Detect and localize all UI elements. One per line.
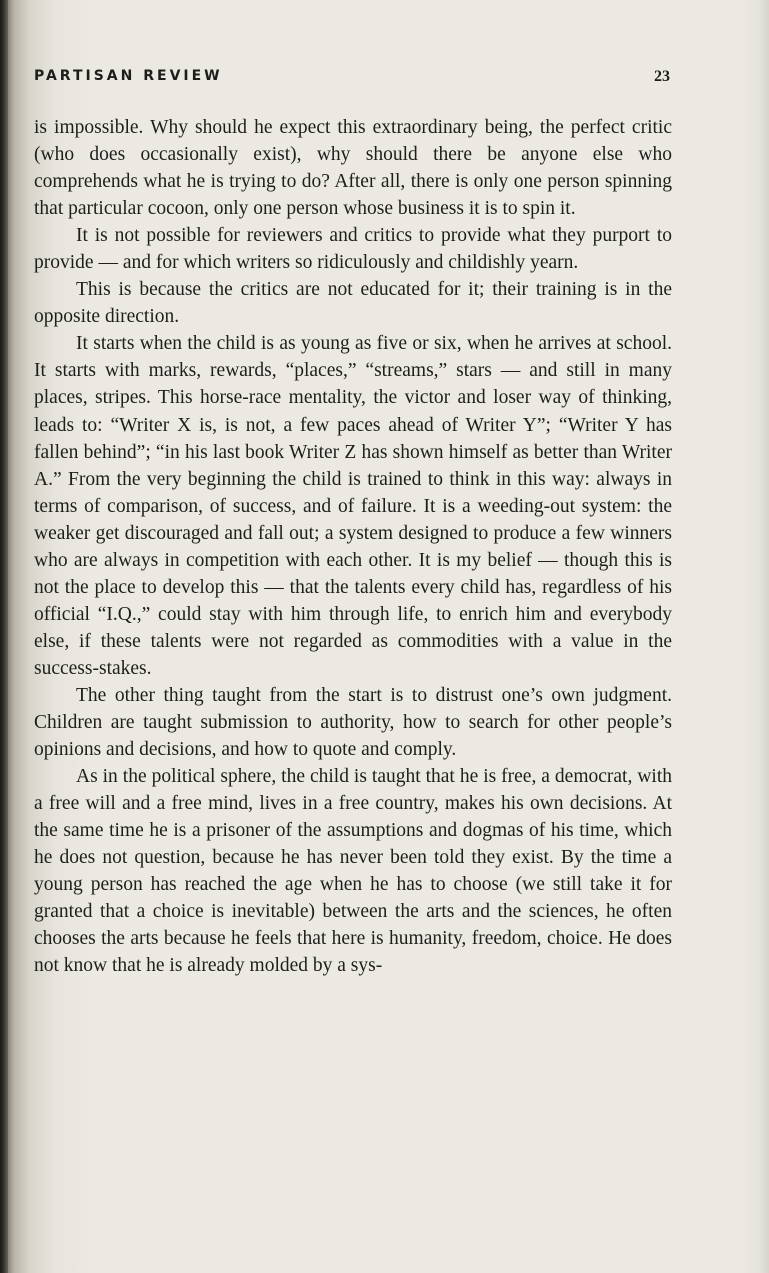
paragraph: It starts when the child is as young as five or six, when he arrives at school. It starts with marks, rewards, “places,” “streams,” stars — and still in many places, stripes. This horse-race mentality, the victor and loser way of thinking, leads to: “Writer X is, is not, a few paces ahead of Writer Y”; “Writer Y has fallen behind”; “in his last book Writer Z has shown himself as better than Writer A.” From the very beginning the child is trained to think in this way: always in terms of comparison, of success, and of failure. It is a weeding-out system: the weaker get discouraged and fall out; a system designed to produce a few winners who are always in competition with each other. It is my belief — though this is not the place to develop this — that the talents every child has, regardless of his official “I.Q.,” could stay with him through life, to enrich him and everybody else, if these talents were not regarded as commodities with a value in the success-stakes. — [34, 333, 672, 679]
paragraph: As in the political sphere, the child is taught that he is free, a democrat, with a free will and a free mind, lives in a free country, makes his own decisions. At the same time he is a prisoner of the assumptions and dogmas of his time, which he does not question, because he has never been told they exist. By the time a young person has reached the age when he has to choose (we still take it for granted that a choice is inevitable) between the arts and the sciences, he often chooses the arts because he feels that here is humanity, freedom, choice. He does not know that he is already molded by a sys- — [34, 766, 672, 977]
paragraph: is impossible. Why should he expect this extraordinary being, the perfect critic (who does occasionally exist), why should there be anyone else who comprehends what he is trying to do? After all, there is only one person spinning that particular cocoon, only one person whose business it is to spin it. — [34, 117, 672, 220]
paragraph: This is because the critics are not educated for it; their training is in the opposite direction. — [34, 279, 672, 328]
journal-title: PARTISAN REVIEW — [34, 68, 223, 84]
paragraph: The other thing taught from the start is to distrust one’s own judgment. Children are taught submission to authority, how to search for other people’s opinions and decisions, and how to quote and comply. — [34, 684, 672, 761]
running-head — [34, 68, 670, 92]
page-number: 23 — [654, 68, 670, 85]
body-text — [34, 114, 672, 980]
paragraph: It is not possible for reviewers and critics to provide what they purport to provide — and for which writers so ridiculously and childishly yearn. — [34, 225, 672, 274]
spine-shadow — [0, 0, 8, 1273]
